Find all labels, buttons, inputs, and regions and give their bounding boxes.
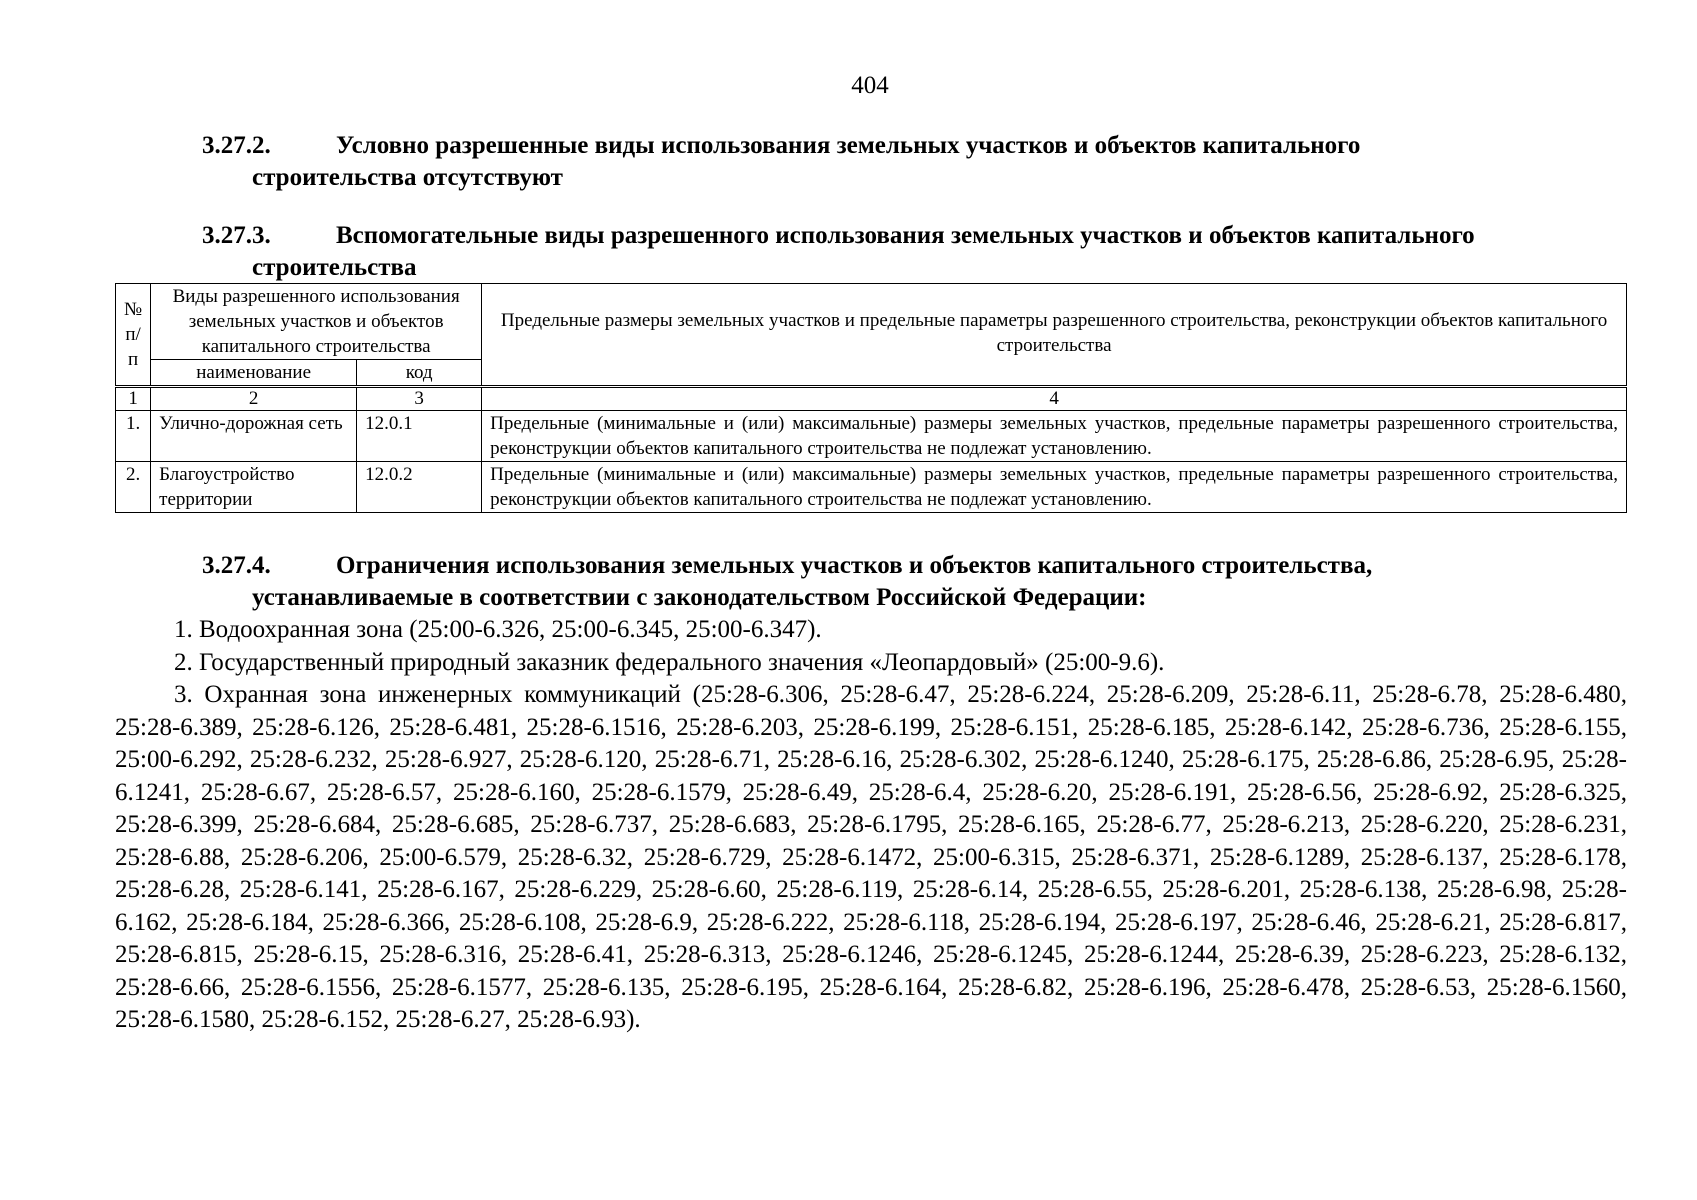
section-number: 3.27.4. [202, 552, 271, 579]
section-number: 3.27.3. [202, 222, 271, 249]
column-number: 2 [151, 387, 357, 411]
row-code: 12.0.2 [357, 462, 482, 513]
header-types: Виды разрешенного использования земельных участков и объектов капитального строительства [151, 284, 482, 360]
row-code: 12.0.1 [357, 411, 482, 462]
column-number: 3 [357, 387, 482, 411]
restriction-item: 1. Водоохранная зона (25:00-6.326, 25:00-6.345, 25:00-6.347). [174, 616, 822, 643]
section-title-line2: строительства [252, 254, 417, 281]
row-no: 1. [116, 411, 151, 462]
section-number: 3.27.2. [202, 132, 271, 159]
section-heading-3-27-4 [202, 550, 1625, 614]
permitted-use-table [115, 283, 1627, 513]
header-limits: Предельные размеры земельных участков и предельные параметры разрешенного строительства, реконструкции объектов капитального строительства [482, 284, 1627, 387]
row-no: 2. [116, 462, 151, 513]
restriction-item: 3. Охранная зона инженерных коммуникаций (25:28-6.306, 25:28-6.47, 25:28-6.224, 25:28-6.209, 25:28-6.11, 25:28-6.78, 25:28-6.480, 25:28-6.389, 25:28-6.126, 25:28-6.481, 25:28-6.1516, 25:28-6.203, 25:28-6.199, 25:28-6.151, 25:28-6.185, 25:28-6.142, 25:28-6.736, 25:28-6.155, 25:00-6.292, 25:28-6.232, 25:28-6.927, 25:28-6.120, 25:28-6.71, 25:28-6.16, 25:28-6.302, 25:28-6.1240, 25:28-6.175, 25:28-6.86, 25:28-6.95, 25:28-6.1241, 25:28-6.67, 25:28-6.57, 25:28-6.160, 25:28-6.1579, 25:28-6.49, 25:28-6.4, 25:28-6.20, 25:28-6.191, 25:28-6.56, 25:28-6.92, 25:28-6.325, 25:28-6.399, 25:28-6.684, 25:28-6.685, 25:28-6.737, 25:28-6.683, 25:28-6.1795, 25:28-6.165, 25:28-6.77, 25:28-6.213, 25:28-6.220, 25:28-6.231, 25:28-6.88, 25:28-6.206, 25:00-6.579, 25:28-6.32, 25:28-6.729, 25:28-6.1472, 25:00-6.315, 25:28-6.371, 25:28-6.1289, 25:28-6.137, 25:28-6.178, 25:28-6.28, 25:28-6.141, 25:28-6.167, 25:28-6.229, 25:28-6.60, 25:28-6.119, 25:28-6.14, 25:28-6.55, 25:28-6.201, 25:28-6.138, 25:28-6.98, 25:28-6.162, 25:28-6.184, 25:28-6.366, 25:28-6.108, 25:28-6.9, 25:28-6.222, 25:28-6.118, 25:28-6.194, 25:28-6.197, 25:28-6.46, 25:28-6.21, 25:28-6.817, 25:28-6.815, 25:28-6.15, 25:28-6.316, 25:28-6.41, 25:28-6.313, 25:28-6.1246, 25:28-6.1245, 25:28-6.1244, 25:28-6.39, 25:28-6.223, 25:28-6.132, 25:28-6.66, 25:28-6.1556, 25:28-6.1577, 25:28-6.135, 25:28-6.195, 25:28-6.164, 25:28-6.82, 25:28-6.196, 25:28-6.478, 25:28-6.53, 25:28-6.1560, 25:28-6.1580, 25:28-6.152, 25:28-6.27, 25:28-6.93). [115, 681, 1627, 1033]
section-title-line1: Ограничения использования земельных участков и объектов капитального строительства, [336, 552, 1373, 579]
page-number: 404 [851, 72, 889, 99]
table-header-row [116, 284, 1627, 360]
section-title-line1: Вспомогательные виды разрешенного использования земельных участков и объектов капитального [336, 222, 1475, 249]
table-column-numbers-row [116, 387, 1627, 411]
table-row [116, 462, 1627, 513]
column-number: 4 [482, 387, 1627, 411]
row-limits: Предельные (минимальные и (или) максимальные) размеры земельных участков, предельные параметры разрешенного строительства, реконструкции объектов капитального строительства не подлежат установлению. [482, 462, 1627, 513]
header-name: наименование [151, 360, 357, 387]
restrictions-list [115, 614, 1627, 1037]
section-heading-3-27-2 [202, 130, 1625, 194]
header-no: № п/п [116, 284, 151, 387]
restriction-item: 2. Государственный природный заказник федерального значения «Леопардовый» (25:00-9.6). [174, 648, 1165, 676]
section-heading-3-27-3 [202, 220, 1625, 284]
table-row [116, 411, 1627, 462]
row-name: Благоустройство территории [151, 462, 357, 513]
section-title-line2: строительства отсутствуют [252, 164, 563, 191]
section-title-line1: Условно разрешенные виды использования земельных участков и объектов капитального [336, 132, 1361, 159]
column-number: 1 [116, 387, 151, 411]
row-name: Улично-дорожная сеть [151, 411, 357, 462]
row-limits: Предельные (минимальные и (или) максимальные) размеры земельных участков, предельные параметры разрешенного строительства, реконструкции объектов капитального строительства не подлежат установлению. [482, 411, 1627, 462]
section-title-line2: устанавливаемые в соответствии с законодательством Российской Федерации: [252, 584, 1147, 611]
header-code: код [357, 360, 482, 387]
